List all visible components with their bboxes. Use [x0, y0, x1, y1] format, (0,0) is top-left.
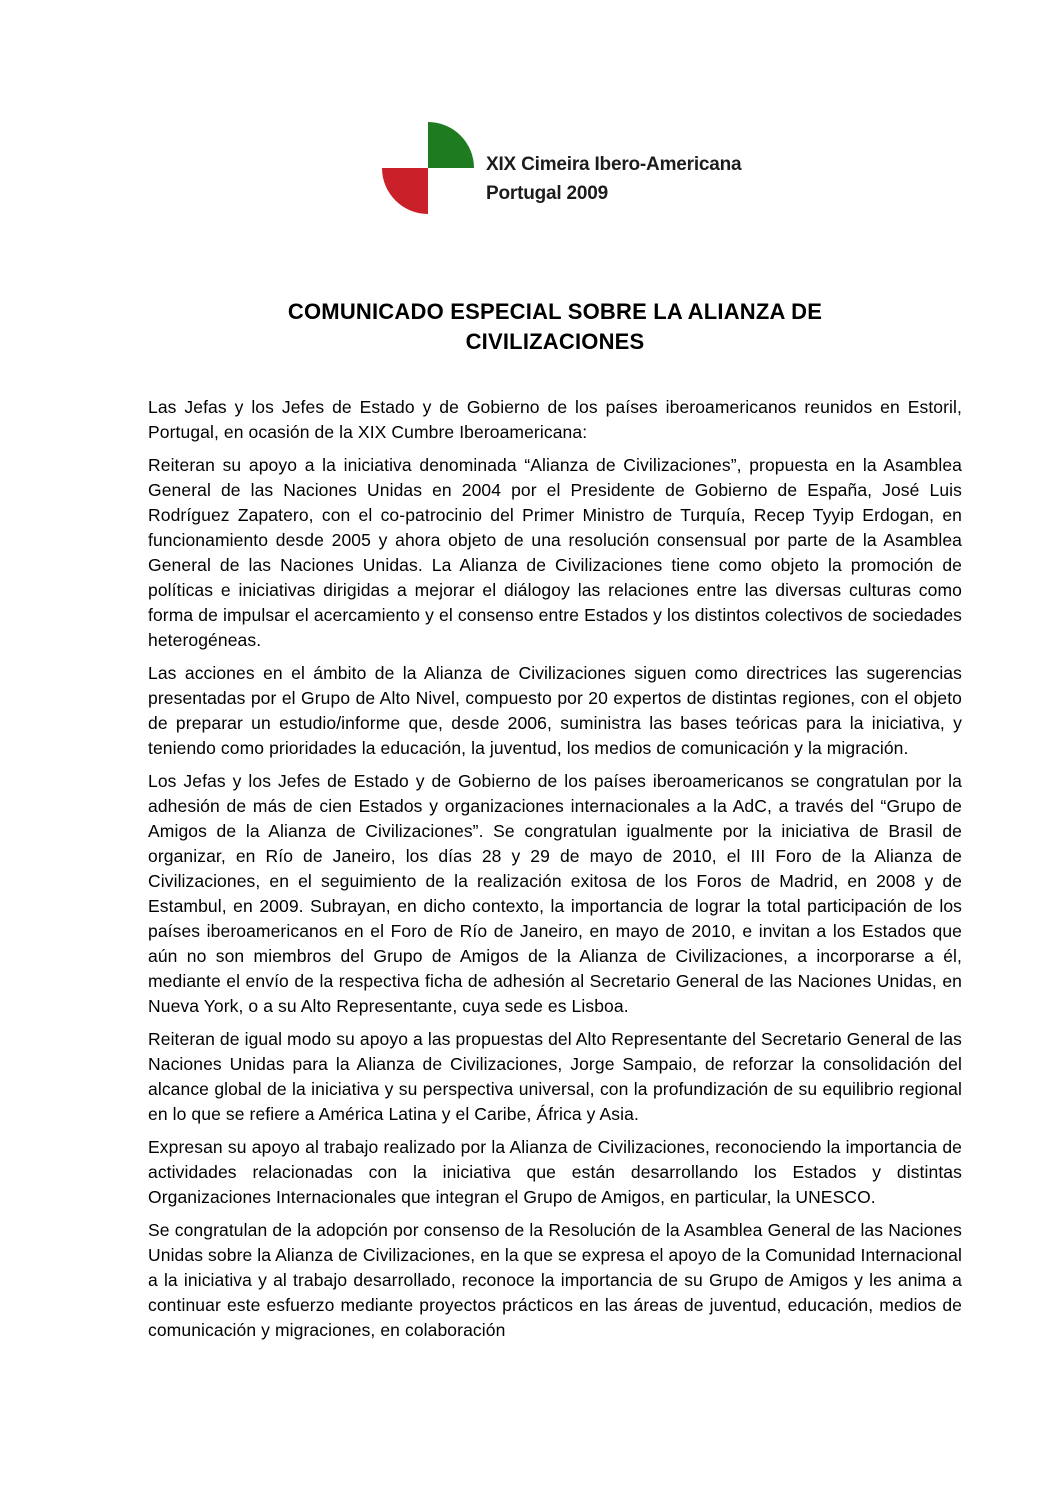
- document-body: [148, 395, 962, 1351]
- pinwheel-logo-icon: [382, 122, 474, 214]
- green-quadrant-icon: [428, 122, 474, 168]
- document-title: [148, 297, 962, 357]
- paragraph-1: Las Jefas y los Jefes de Estado y de Gobierno de los países iberoamericanos reunidos en Estoril, Portugal, en ocasión de la XIX Cumbre Iberoamericana:: [148, 397, 962, 442]
- title-line-1: COMUNICADO ESPECIAL SOBRE LA ALIANZA DE: [287, 299, 823, 324]
- paragraph-4: Los Jefas y los Jefes de Estado y de Gobierno de los países iberoamericanos se congratulan por la adhesión de más de cien Estados y organizaciones internacionales a la AdC, a través del “Grupo de Amigos de la Alianza de Civilizaciones”. Se congratulan igualmente por la iniciativa de Brasil de organizar, en Río de Janeiro, los días 28 y 29 de mayo de 2010, el III Foro de la Alianza de Civilizaciones, en el seguimiento de la realización exitosa de los Foros de Madrid, en 2008 y de Estambul, en 2009. Subrayan, en dicho contexto, la importancia de lograr la total participación de los países iberoamericanos en el Foro de Río de Janeiro, en mayo de 2010, e invitan a los Estados que aún no son miembros del Grupo de Amigos de la Alianza de Civilizaciones, a incorporarse a él, mediante el envío de la respectiva ficha de adhesión al Secretario General de las Naciones Unidas, en Nueva York, o a su Alto Representante, cuya sede es Lisboa.: [148, 771, 962, 1016]
- paragraph-5: Reiteran de igual modo su apoyo a las propuestas del Alto Representante del Secretario General de las Naciones Unidas para la Alianza de Civilizaciones, Jorge Sampaio, de reforzar la consolidación del alcance global de la iniciativa y su perspectiva universal, con la profundización de su equilibrio regional en lo que se refiere a América Latina y el Caribe, África y Asia.: [148, 1029, 962, 1124]
- title-line-2: CIVILIZACIONES: [465, 329, 645, 354]
- paragraph-7: Se congratulan de la adopción por consenso de la Resolución de la Asamblea General de las Naciones Unidas sobre la Alianza de Civilizaciones, en la que se expresa el apoyo de la Comunidad Internacional a la iniciativa y al trabajo desarrollado, reconoce la importancia de su Grupo de Amigos y les anima a continuar este esfuerzo mediante proyectos prácticos en las áreas de juventud, educación, medios de comunicación y migraciones, en colaboración: [148, 1220, 962, 1340]
- paragraph-3: Las acciones en el ámbito de la Alianza de Civilizaciones siguen como directrices las sugerencias presentadas por el Grupo de Alto Nivel, compuesto por 20 expertos de distintas regiones, con el objeto de preparar un estudio/informe que, desde 2006, suministra las bases teóricas para la iniciativa, y teniendo como prioridades la educación, la juventud, los medios de comunicación y la migración.: [148, 663, 962, 758]
- logo-text: [486, 150, 741, 208]
- logo-edition: Portugal 2009: [486, 183, 609, 204]
- red-quadrant-icon: [382, 168, 428, 214]
- logo-summit-name: XIX Cimeira Ibero-Americana: [486, 154, 742, 175]
- paragraph-2: Reiteran su apoyo a la iniciativa denominada “Alianza de Civilizaciones”, propuesta en la Asamblea General de las Naciones Unidas en 2004 por el Presidente de Gobierno de España, José Luis Rodríguez Zapatero, con el co-patrocinio del Primer Ministro de Turquía, Recep Tyyip Erdogan, en funcionamiento desde 2005 y ahora objeto de una resolución consensual por parte de la Asamblea General de las Naciones Unidas. La Alianza de Civilizaciones tiene como objeto la promoción de políticas e iniciativas dirigidas a mejorar el diálogoy las relaciones entre las diversas culturas como forma de impulsar el acercamiento y el consenso entre Estados y los distintos colectivos de sociedades heterogéneas.: [148, 455, 962, 650]
- paragraph-6: Expresan su apoyo al trabajo realizado por la Alianza de Civilizaciones, reconociendo la importancia de actividades relacionadas con la iniciativa que están desarrollando los Estados y distintas Organizaciones Internacionales que integran el Grupo de Amigos, en particular, la UNESCO.: [148, 1137, 962, 1207]
